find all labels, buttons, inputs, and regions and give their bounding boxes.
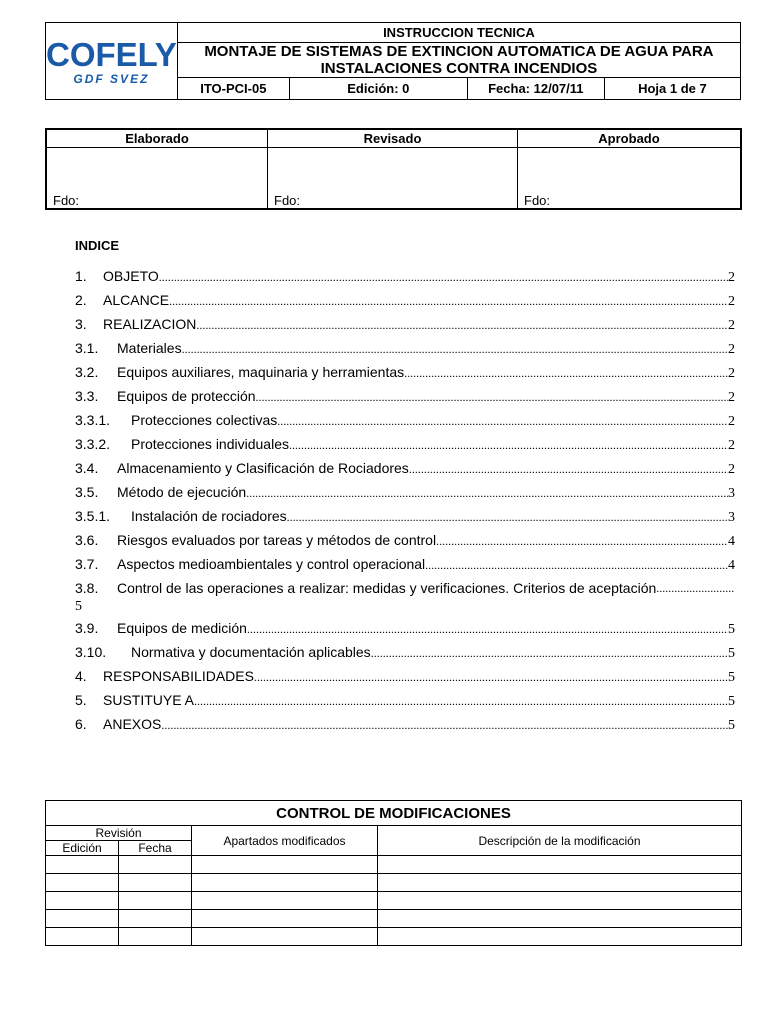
toc-page: 3 [728, 486, 735, 501]
toc-number: 3.5.1. [75, 508, 111, 524]
toc-leader [287, 507, 728, 527]
toc-entry[interactable] [75, 690, 735, 714]
sig-fdo-aprobado: Fdo: [518, 148, 742, 210]
toc-leader [161, 715, 728, 735]
toc-page: 2 [728, 318, 735, 333]
toc-entry[interactable] [75, 714, 735, 738]
edicion-header: Edición [46, 841, 119, 856]
document-title: MONTAJE DE SISTEMAS DE EXTINCION AUTOMATICA DE AGUA PARA INSTALACIONES CONTRA INCENDIOS [177, 42, 740, 78]
toc-number: 4. [75, 668, 87, 684]
toc-label: RESPONSABILIDADES [103, 668, 254, 684]
toc-page: 2 [728, 366, 735, 381]
toc-label: OBJETO [103, 268, 159, 284]
toc-page: 5 [75, 599, 82, 614]
toc-entry[interactable] [75, 506, 735, 530]
toc-entry[interactable] [75, 554, 735, 578]
document-page: Hoja 1 de 7 [604, 78, 740, 100]
modifications-table [45, 800, 742, 946]
toc-page: 2 [728, 438, 735, 453]
toc-label: ANEXOS [103, 716, 162, 732]
toc-entry[interactable] [75, 530, 735, 554]
toc-leader [371, 643, 728, 663]
toc-entry[interactable] [75, 578, 735, 618]
toc-leader [289, 435, 728, 455]
toc-number: 3.4. [75, 460, 99, 476]
toc-label: Riesgos evaluados por tareas y métodos de control [117, 532, 437, 548]
toc-page: 4 [728, 534, 735, 549]
fecha-header: Fecha [119, 841, 192, 856]
toc-leader [436, 531, 728, 551]
table-row [46, 856, 742, 874]
table-row [46, 874, 742, 892]
revision-header: Revisión [46, 826, 192, 841]
toc-number: 3.3. [75, 388, 99, 404]
toc-label: Aspectos medioambientales y control operacional [117, 556, 426, 572]
toc-entry[interactable] [75, 618, 735, 642]
toc-label: Equipos de protección [117, 388, 256, 404]
toc-leader [196, 315, 728, 335]
toc-number: 5. [75, 692, 87, 708]
toc-leader [169, 291, 728, 311]
signature-table [45, 128, 742, 210]
table-row [46, 892, 742, 910]
toc-leader [247, 619, 728, 639]
toc-label: Materiales [117, 340, 182, 356]
table-row [46, 910, 742, 928]
toc-page: 3 [728, 510, 735, 525]
toc-number: 3.10. [75, 644, 107, 660]
toc-number: 3. [75, 316, 87, 332]
sig-fdo-revisado: Fdo: [268, 148, 518, 210]
toc-leader [277, 411, 728, 431]
toc-leader [182, 339, 728, 359]
toc-label: Protecciones individuales [131, 436, 289, 452]
toc-leader [425, 555, 728, 575]
toc-entry[interactable] [75, 434, 735, 458]
toc-leader [159, 267, 728, 287]
company-logo [46, 23, 178, 100]
descripcion-header: Descripción de la modificación [378, 826, 742, 856]
toc-number: 3.1. [75, 340, 99, 356]
toc-leader [409, 459, 728, 479]
toc-entry[interactable] [75, 482, 735, 506]
toc-entry[interactable] [75, 642, 735, 666]
sig-header-aprobado: Aprobado [518, 129, 742, 148]
toc-number: 3.3.2. [75, 436, 111, 452]
toc-number: 1. [75, 268, 87, 284]
toc-label: Protecciones colectivas [131, 412, 278, 428]
toc-page: 2 [728, 270, 735, 285]
toc-entry[interactable] [75, 386, 735, 410]
index-title: INDICE [75, 238, 120, 253]
toc-leader [254, 667, 728, 687]
toc-label: Equipos auxiliares, maquinaria y herramientas [117, 364, 405, 380]
toc-number: 3.8. [75, 580, 99, 596]
toc-number: 3.2. [75, 364, 99, 380]
toc-page: 4 [728, 558, 735, 573]
toc-label: REALIZACION [103, 316, 197, 332]
toc-entry[interactable] [75, 266, 735, 290]
toc-label: Instalación de rociadores [131, 508, 287, 524]
toc-leader [246, 483, 728, 503]
toc-page: 2 [728, 294, 735, 309]
toc-number: 3.5. [75, 484, 99, 500]
toc-page: 5 [728, 622, 735, 637]
toc-number: 6. [75, 716, 87, 732]
toc-page: 2 [728, 462, 735, 477]
toc-page: 2 [728, 414, 735, 429]
toc-entry[interactable] [75, 410, 735, 434]
toc-number: 3.7. [75, 556, 99, 572]
table-of-contents [75, 266, 735, 738]
toc-entry[interactable] [75, 338, 735, 362]
toc-label: Método de ejecución [117, 484, 247, 500]
toc-leader [404, 363, 728, 383]
toc-number: 3.9. [75, 620, 99, 636]
toc-entry[interactable] [75, 458, 735, 482]
toc-label: ALCANCE [103, 292, 170, 308]
toc-page: 2 [728, 390, 735, 405]
document-code: ITO-PCI-05 [177, 78, 289, 100]
toc-label: Control de las operaciones a realizar: medidas y verificaciones. Criterios de aceptación [117, 580, 657, 596]
toc-entry[interactable] [75, 666, 735, 690]
toc-entry[interactable] [75, 314, 735, 338]
toc-label: Almacenamiento y Clasificación de Rociadores [117, 460, 409, 476]
toc-page: 5 [728, 694, 735, 709]
toc-label: Equipos de medición [117, 620, 247, 636]
document-date: Fecha: 12/07/11 [467, 78, 604, 100]
sig-header-revisado: Revisado [268, 129, 518, 148]
toc-number: 3.3.1. [75, 412, 111, 428]
toc-page: 2 [728, 342, 735, 357]
sig-fdo-elaborado: Fdo: [46, 148, 268, 210]
toc-number: 2. [75, 292, 87, 308]
toc-leader [194, 691, 728, 711]
toc-page: 5 [728, 646, 735, 661]
toc-label: Normativa y documentación aplicables [131, 644, 371, 660]
toc-entry[interactable] [75, 290, 735, 314]
toc-leader [256, 387, 728, 407]
toc-page: 5 [728, 670, 735, 685]
sig-header-elaborado: Elaborado [46, 129, 268, 148]
toc-entry[interactable] [75, 362, 735, 386]
document-header [45, 22, 741, 100]
logo-subtitle: GDF SVEZ [73, 72, 150, 86]
logo-wordmark: COFELY [46, 36, 177, 73]
modifications-title: CONTROL DE MODIFICACIONES [46, 801, 742, 826]
apartados-header: Apartados modificados [192, 826, 378, 856]
toc-leader [656, 578, 735, 598]
toc-page: 5 [728, 718, 735, 733]
table-row [46, 928, 742, 946]
toc-number: 3.6. [75, 532, 99, 548]
document-type: INSTRUCCION TECNICA [177, 23, 740, 43]
toc-label: SUSTITUYE A [103, 692, 195, 708]
document-edition: Edición: 0 [289, 78, 467, 100]
